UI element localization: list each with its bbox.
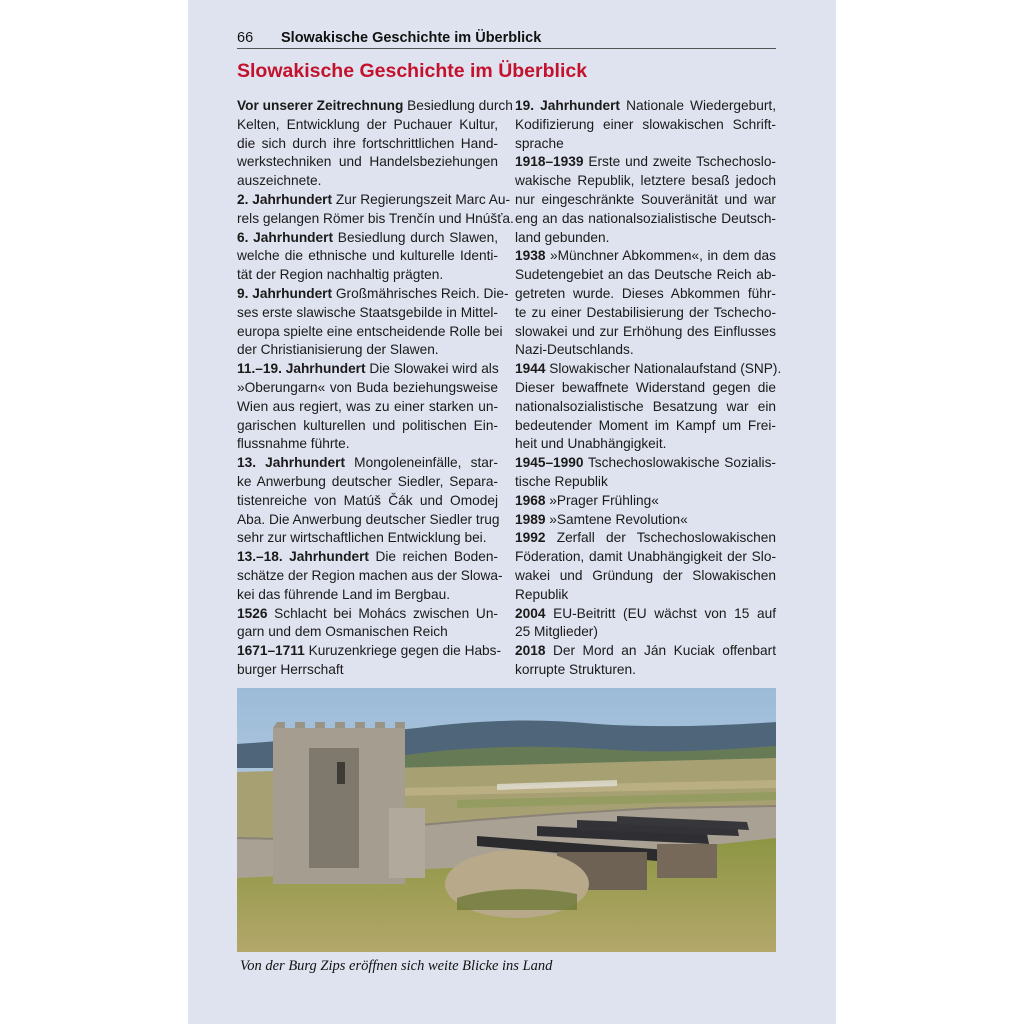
text-line: [237, 473, 498, 492]
timeline-column-left: [237, 97, 514, 680]
text-line: [237, 116, 498, 135]
text-line: [515, 229, 776, 248]
text-line: [237, 435, 498, 454]
entry-text: garischen kulturellen und politischen Ein-: [237, 417, 498, 433]
entry-date: 1945–1990: [515, 455, 584, 471]
entry-text: Kodifizierung einer slowakischen Schrift-: [515, 116, 776, 132]
text-line: [515, 97, 776, 116]
cannon-carriage: [657, 844, 717, 878]
text-line: [515, 623, 776, 642]
text-line: [237, 398, 498, 417]
entry-text: europa spielte eine entscheidende Rolle bei: [237, 323, 503, 339]
entry-text: sprache: [515, 135, 564, 151]
text-line: [515, 567, 776, 586]
text-line: [515, 642, 776, 661]
entry-date: 2004: [515, 605, 546, 621]
entry-text: Die Slowakei wird als: [365, 361, 499, 377]
text-line: [237, 623, 498, 642]
text-line: [237, 97, 513, 116]
text-line: [237, 417, 498, 436]
text-line: [237, 661, 498, 680]
page-number: 66: [237, 30, 254, 46]
text-line: [515, 210, 776, 229]
entry-date: Vor unserer Zeitrechnung: [237, 98, 404, 113]
text-line: [237, 172, 498, 191]
entry-text: garn und dem Osmanischen Reich: [237, 624, 448, 640]
entry-text: kei das führende Land im Bergbau.: [237, 586, 451, 602]
entry-text: Republik: [515, 586, 569, 602]
text-line: [237, 567, 503, 586]
text-line: [237, 586, 498, 605]
entry-text: Nazi-Deutschlands.: [515, 342, 634, 358]
entry-text: Erste und zweite Tschechoslo-: [583, 154, 776, 170]
text-line: [237, 304, 498, 323]
entry-date: 2018: [515, 643, 546, 659]
entry-text: Zerfall der Tschechoslowakischen: [545, 530, 776, 546]
entry-text: Föderation, damit Unabhängigkeit der Slo-: [515, 549, 776, 565]
text-line: [237, 153, 498, 172]
text-line: [237, 229, 498, 248]
text-line: [515, 586, 776, 605]
entry-text: der Christianisierung der Slawen.: [237, 342, 439, 358]
text-line: [515, 435, 776, 454]
entry-text: ke Anwerbung deutscher Siedler, Separa-: [237, 473, 498, 489]
text-line: [515, 379, 776, 398]
entry-text: welche die ethnische und kulturelle Identi-: [237, 248, 498, 264]
entry-text: tische Republik: [515, 473, 608, 489]
entry-text: Besiedlung durch: [403, 98, 513, 113]
entry-text: Aba. Die Anwerbung deutscher Siedler trug: [237, 511, 500, 527]
text-line: [515, 191, 776, 210]
text-line: [515, 135, 776, 154]
entry-text: Die reichen Boden-: [369, 549, 498, 565]
text-line: [515, 153, 776, 172]
photo-caption: Von der Burg Zips eröffnen sich weite Blicke ins Land: [240, 958, 553, 974]
text-line: [237, 266, 498, 285]
text-line: [515, 661, 776, 680]
entry-text: sehr zur wirtschaftlichen Entwicklung bei.: [237, 530, 487, 546]
entry-date: 1989: [515, 511, 546, 527]
entry-text: Schlacht bei Mohács zwischen Un-: [267, 605, 498, 621]
entry-date: 9. Jahrhundert: [237, 285, 333, 301]
entry-text: »Prager Frühling«: [545, 492, 659, 508]
entry-text: Tschechoslowakische Sozialis-: [583, 455, 776, 471]
text-line: [237, 529, 498, 548]
text-line: [515, 511, 776, 530]
entry-text: Mongoleneinfälle, star-: [345, 455, 498, 471]
timeline-column-right: [515, 97, 782, 680]
entry-text: Nationale Wiedergeburt,: [620, 98, 777, 113]
entry-text: Kelten, Entwicklung der Puchauer Kultur,: [237, 116, 498, 132]
text-line: [237, 210, 514, 229]
text-line: [237, 247, 498, 266]
text-line: [515, 341, 776, 360]
text-line: [237, 605, 498, 624]
text-line: [515, 473, 776, 492]
entry-text: Wien aus regiert, was zu einer starken un-: [237, 398, 498, 414]
entry-text: Dieser bewaffnete Widerstand gegen die: [515, 379, 776, 395]
entry-date: 11.–19. Jahrhundert: [237, 361, 366, 377]
entry-text: eng an das nationalsozialistische Deutsch-: [515, 210, 776, 226]
entry-text: Besiedlung durch Slawen,: [333, 229, 499, 245]
text-line: [515, 285, 776, 304]
castle-photo: [237, 688, 776, 952]
tower-window: [337, 762, 345, 784]
entry-text: tistenreiche von Matúš Čák und Omodej: [237, 492, 498, 508]
entry-date: 1944: [515, 361, 546, 377]
text-line: [515, 529, 776, 548]
entry-text: »Münchner Abkommen«, in dem das: [545, 248, 776, 264]
text-line: [237, 511, 498, 530]
entry-text: schätze der Region machen aus der Slowa-: [237, 567, 503, 583]
entry-text: Zur Regierungszeit Marc Au-: [332, 191, 511, 207]
entry-date: 1938: [515, 248, 546, 264]
entry-text: auszeichnete.: [237, 173, 322, 189]
running-title: Slowakische Geschichte im Überblick: [281, 30, 542, 46]
entry-text: wakische Republik, letztere besaß jedoch: [515, 173, 776, 189]
photo-illustration: [237, 688, 776, 952]
text-line: [515, 323, 776, 342]
entry-text: Slowakischer Nationalaufstand (SNP).: [545, 361, 782, 377]
entry-text: bedeutender Moment im Kampf um Frei-: [515, 417, 776, 433]
text-line: [515, 454, 776, 473]
entry-date: 1671–1711: [237, 643, 305, 659]
entry-text: burger Herrschaft: [237, 661, 344, 677]
entry-text: EU-Beitritt (EU wächst von 15 auf: [545, 605, 776, 621]
entry-date: 19. Jahrhundert: [515, 98, 620, 113]
text-line: [237, 323, 503, 342]
text-line: [237, 285, 509, 304]
text-line: [515, 548, 776, 567]
text-line: [515, 360, 782, 379]
entry-text: wakei und Gründung der Slowakischen: [515, 567, 776, 583]
entry-text: nationalsozialistische Besatzung war ein: [515, 398, 776, 414]
text-line: [237, 454, 498, 473]
text-line: [515, 417, 776, 436]
entry-text: »Oberungarn« von Buda beziehungsweise: [237, 379, 498, 395]
entry-text: land gebunden.: [515, 229, 610, 245]
text-line: [237, 191, 511, 210]
entry-text: ses erste slawische Staatsgebilde in Mittel-: [237, 304, 498, 320]
text-line: [237, 341, 498, 360]
chapter-heading: Slowakische Geschichte im Überblick: [237, 60, 588, 82]
entry-text: Großmährisches Reich. Die-: [332, 285, 509, 301]
entry-date: 2. Jahrhundert: [237, 191, 333, 207]
text-line: [237, 642, 502, 661]
entry-date: 1526: [237, 605, 268, 621]
text-line: [237, 379, 498, 398]
entry-text: die sich durch ihre fortschrittlichen Hand-: [237, 135, 498, 151]
text-line: [515, 266, 776, 285]
entry-date: 1992: [515, 530, 546, 546]
entry-text: te zu einer Destabilisierung der Tschecho-: [515, 304, 776, 320]
entry-text: nur eingeschränkte Souveränität und war: [515, 191, 776, 207]
text-line: [237, 360, 498, 379]
entry-text: Der Mord an Ján Kuciak offenbart: [545, 643, 776, 659]
entry-text: korrupte Strukturen.: [515, 661, 636, 677]
text-line: [515, 304, 776, 323]
entry-date: 1918–1939: [515, 154, 584, 170]
text-line: [237, 135, 498, 154]
text-line: [237, 492, 498, 511]
text-line: [515, 172, 776, 191]
entry-text: getreten wurde. Dieses Abkommen führ-: [515, 285, 776, 301]
text-line: [515, 492, 776, 511]
entry-text: slowakei und zur Erhöhung des Einflusses: [515, 323, 776, 339]
text-line: [237, 548, 498, 567]
text-line: [515, 116, 776, 135]
entry-text: rels gelangen Römer bis Trenčín und Hnúšťa.: [237, 210, 514, 226]
entry-date: 13. Jahrhundert: [237, 455, 346, 471]
entry-text: Kuruzenkriege gegen die Habs-: [304, 643, 502, 659]
entry-date: 6. Jahrhundert: [237, 229, 334, 245]
entry-text: 25 Mitglieder): [515, 624, 598, 640]
entry-text: Sudetengebiet an das Deutsche Reich ab-: [515, 267, 776, 283]
entry-text: werkstechniken und Handelsbeziehungen: [237, 154, 498, 170]
tower-opening: [309, 748, 359, 868]
text-line: [515, 398, 776, 417]
entry-text: heit und Unabhängigkeit.: [515, 436, 667, 452]
text-line: [515, 605, 776, 624]
tower-buttress: [389, 808, 425, 878]
entry-text: »Samtene Revolution«: [545, 511, 688, 527]
entry-text: tät der Region nachhaltig prägten.: [237, 267, 444, 283]
text-line: [515, 247, 776, 266]
entry-date: 13.–18. Jahrhundert: [237, 549, 369, 565]
running-header: [237, 30, 776, 49]
entry-text: flussnahme führte.: [237, 436, 350, 452]
entry-date: 1968: [515, 492, 546, 508]
